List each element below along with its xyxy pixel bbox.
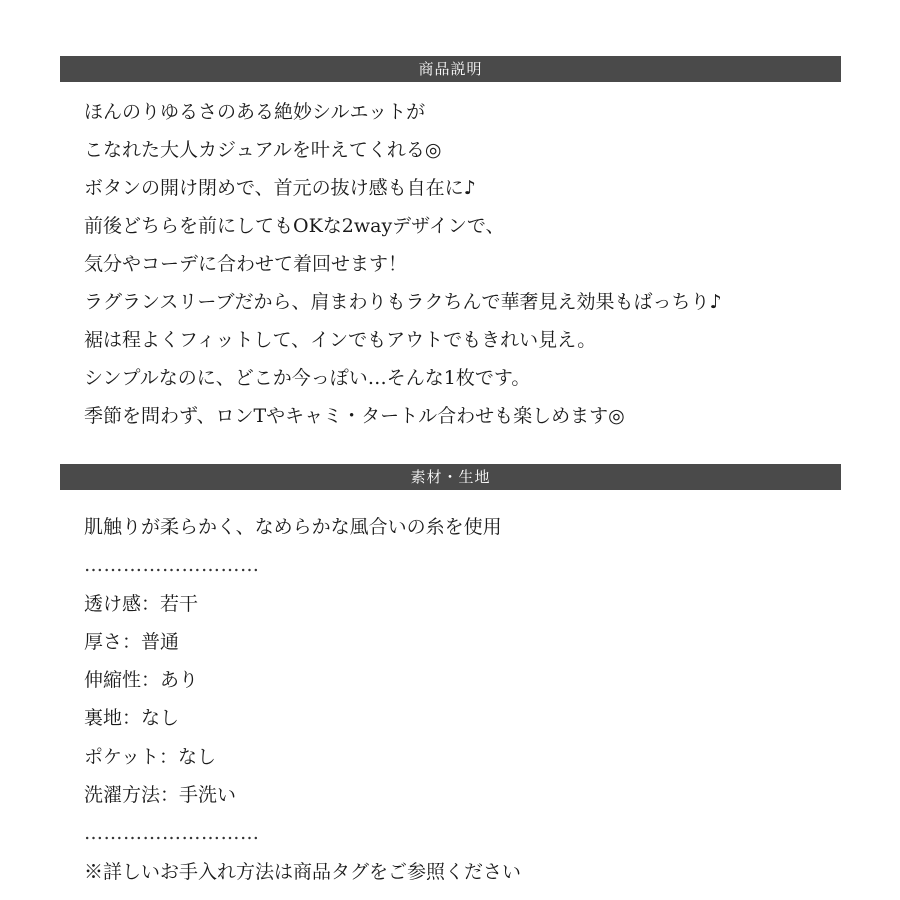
spec-lining: 裏地：なし <box>84 707 180 730</box>
section-header-description: 商品説明 <box>60 56 841 82</box>
spec-thickness: 厚さ：普通 <box>84 630 180 653</box>
dotted-divider-1: ……………………… <box>84 554 260 577</box>
section-header-material: 素材・生地 <box>60 464 841 490</box>
spec-stretch: 伸縮性：あり <box>84 669 199 692</box>
description-line-8: シンプルなのに、どこか今っぽい…そんな1枚です。 <box>84 367 531 389</box>
spec-pocket: ポケット：なし <box>84 745 217 768</box>
care-note: ※詳しいお手入れ方法は商品タグをご参照ください <box>84 860 522 883</box>
material-text <box>84 508 521 891</box>
description-line-5: 気分やコーデに合わせて着回せます！ <box>84 253 408 275</box>
description-line-2: こなれた大人カジュアルを叶えてくれる◎ <box>84 139 442 161</box>
spec-transparency: 透け感：若干 <box>84 592 199 615</box>
description-line-1: ほんのりゆるさのある絶妙シルエットが <box>84 101 426 123</box>
description-line-6: ラグランスリーブだから、肩まわりもラクちんで華奢見え効果もばっちり♪ <box>84 291 722 313</box>
description-line-7: 裾は程よくフィットして、インでもアウトでもきれい見え。 <box>84 329 597 351</box>
dotted-divider-2: ……………………… <box>84 822 260 845</box>
material-intro: 肌触りが柔らかく、なめらかな風合いの糸を使用 <box>84 516 502 538</box>
spec-washing: 洗濯方法：手洗い <box>84 784 237 807</box>
description-line-9: 季節を問わず、ロンTやキャミ・タートル合わせも楽しめます◎ <box>84 405 625 427</box>
description-text <box>84 93 722 435</box>
description-line-3: ボタンの開け閉めで、首元の抜け感も自在に♪ <box>84 177 476 199</box>
description-line-4: 前後どちらを前にしてもOKな2wayデザインで、 <box>84 215 505 237</box>
